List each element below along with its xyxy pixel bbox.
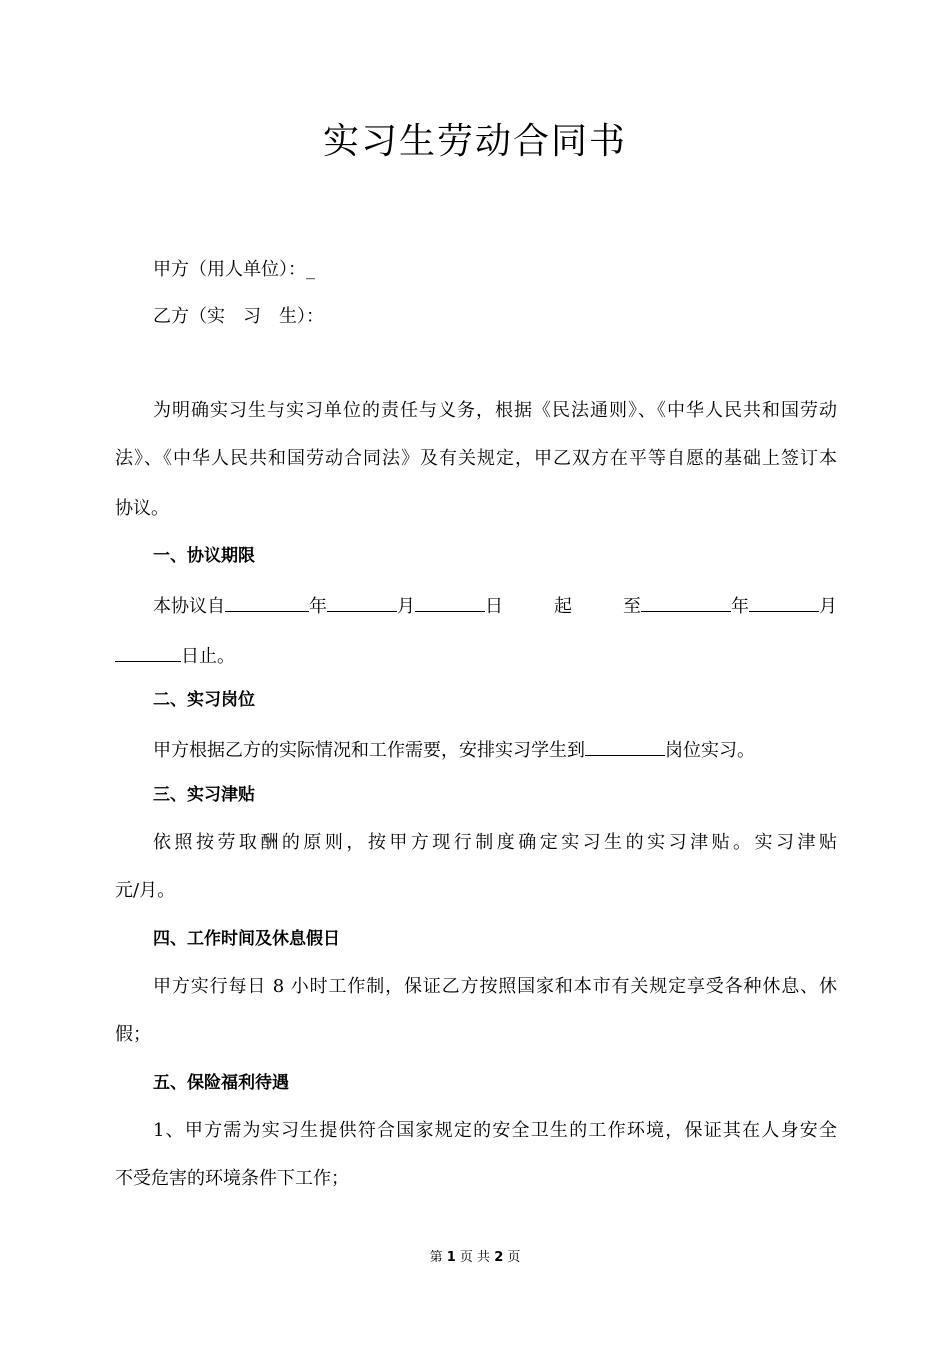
section-4-line-1: 甲方实行每日 8 小时工作制，保证乙方按照国家和本市有关规定享受各种休息、休 bbox=[153, 976, 837, 997]
start-month-blank bbox=[327, 592, 397, 612]
section-4-heading: 四、工作时间及休息假日 bbox=[153, 929, 340, 949]
party-b-line: 乙方（实 习 生）： bbox=[153, 306, 324, 327]
intro-line-1: 为明确实习生与实习单位的责任与义务，根据《民法通则》、《中华人民共和国劳动 bbox=[153, 400, 837, 421]
date-qi: 起 bbox=[554, 596, 572, 617]
end-day-blank bbox=[115, 642, 181, 662]
section-2-text: 甲方根据乙方的实际情况和工作需要，安排实习学生到 岗位实习。 bbox=[153, 736, 837, 763]
section-2-heading: 二、实习岗位 bbox=[153, 690, 255, 710]
total-page-number: 2 bbox=[494, 1250, 504, 1265]
section-5-line-2: 不受危害的环境条件下工作； bbox=[115, 1168, 349, 1189]
start-day-blank bbox=[415, 592, 485, 612]
section-3-line-1: 依照按劳取酬的原则，按甲方现行制度确定实习生的实习津贴。实习津贴 bbox=[153, 832, 837, 853]
section-1-end-line: 日止。 bbox=[115, 642, 837, 669]
position-blank bbox=[585, 736, 665, 756]
section-4-line-2: 假； bbox=[115, 1024, 151, 1045]
current-page-number: 1 bbox=[446, 1250, 456, 1265]
section-3-line-2: 元/月。 bbox=[115, 880, 176, 901]
party-a-line: 甲方（用人单位）：_ bbox=[153, 259, 315, 280]
page-footer: 第 1 页 共 2 页 bbox=[429, 1250, 521, 1265]
end-year-blank bbox=[641, 592, 731, 612]
section-5-heading: 五、保险福利待遇 bbox=[153, 1073, 289, 1093]
section-5-line-1: 1、甲方需为实习生提供符合国家规定的安全卫生的工作环境，保证其在人身安全 bbox=[153, 1120, 837, 1141]
intro-line-3: 协议。 bbox=[115, 498, 169, 519]
date-text-prefix: 本协议自 年 月 日 bbox=[153, 592, 503, 619]
section-1-dates-line bbox=[153, 592, 837, 619]
document-title: 实习生劳动合同书 bbox=[322, 121, 627, 162]
end-month-blank bbox=[749, 592, 819, 612]
date-text-suffix: 至 年 月 bbox=[623, 592, 837, 619]
intro-line-2: 法》、《中华人民共和国劳动合同法》及有关规定，甲乙双方在平等自愿的基础上签订本 bbox=[115, 448, 837, 469]
section-3-heading: 三、实习津贴 bbox=[153, 785, 255, 805]
section-1-heading: 一、协议期限 bbox=[153, 546, 255, 566]
start-year-blank bbox=[225, 592, 309, 612]
